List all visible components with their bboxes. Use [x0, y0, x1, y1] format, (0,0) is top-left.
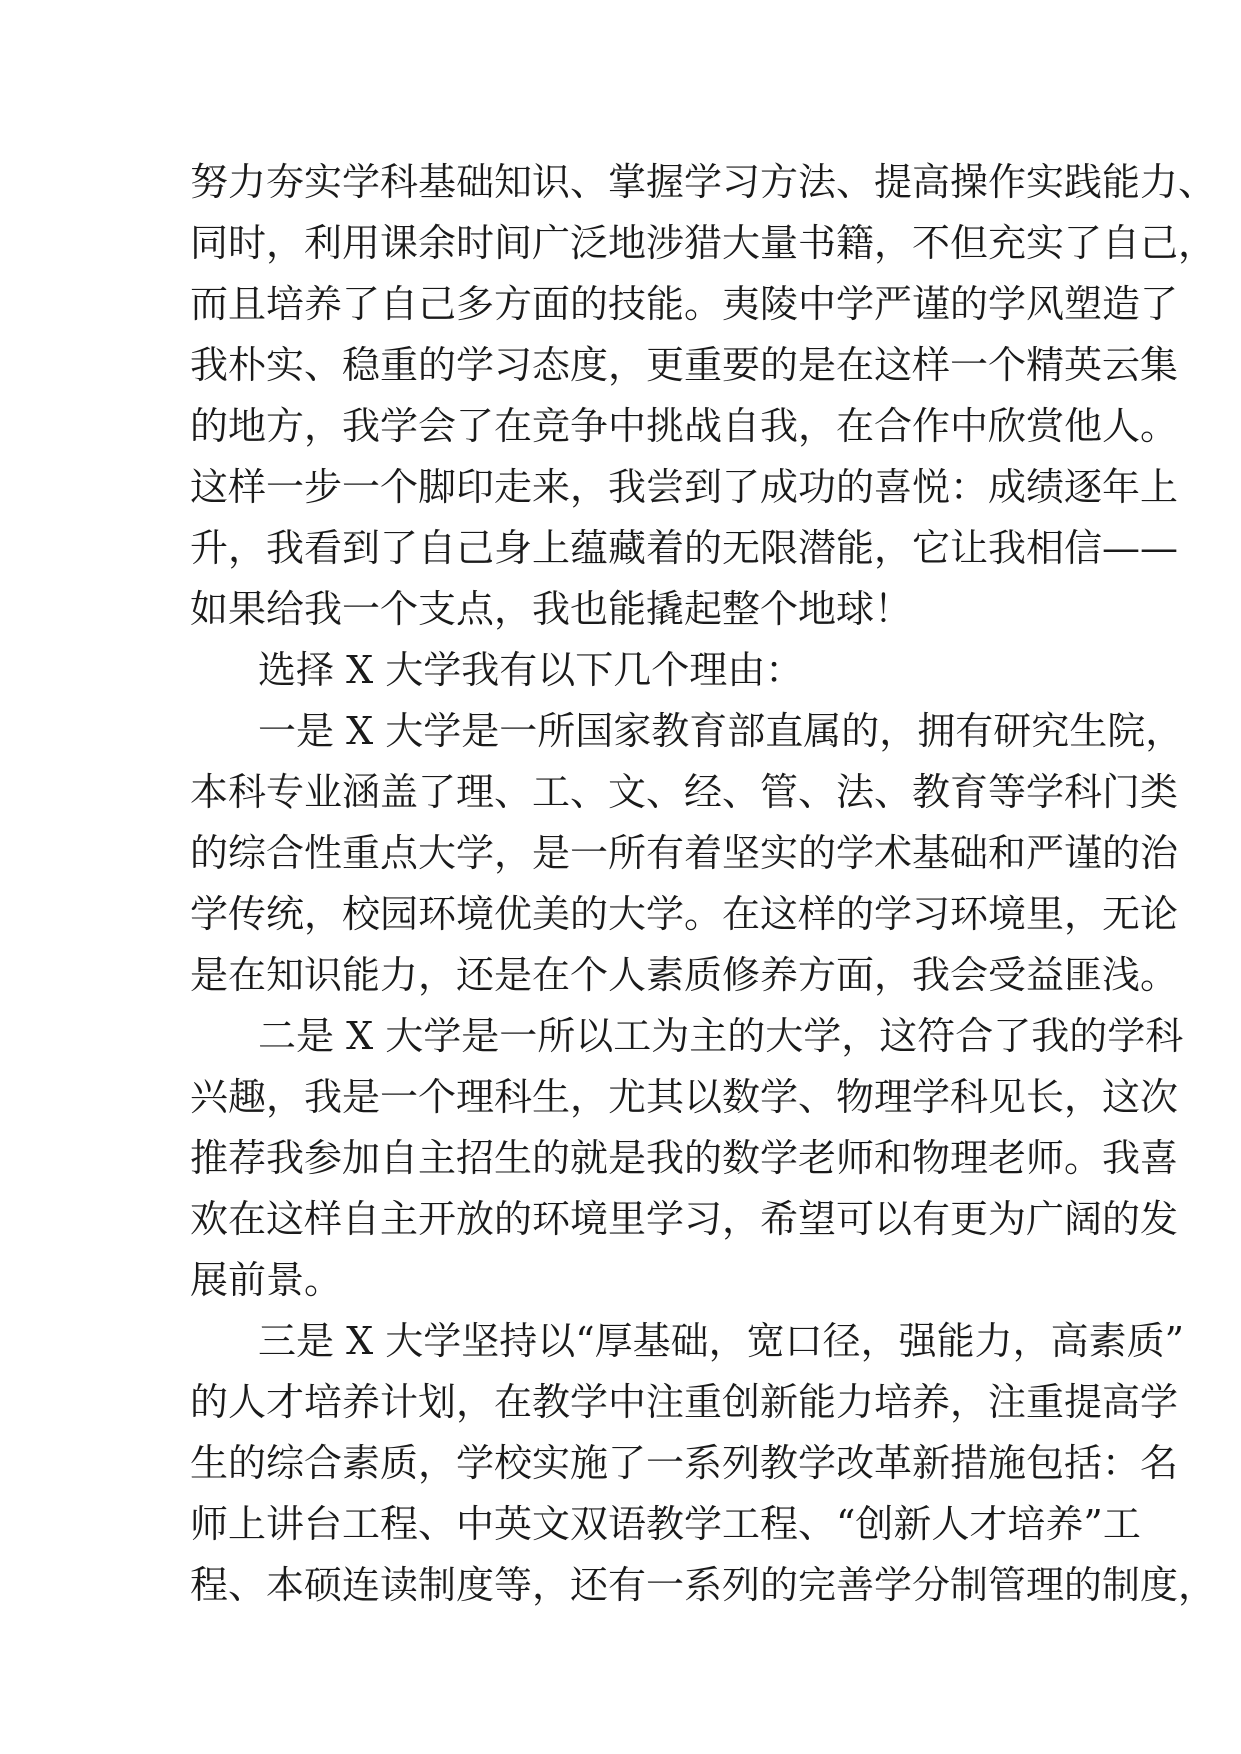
text-line: 一是 X 大学是一所国家教育部直属的，拥有研究生院， — [258, 709, 1184, 753]
text-line: 生的综合素质，学校实施了一系列教学改革新措施包括：名 — [190, 1441, 1179, 1485]
text-line: 升，我看到了自己身上蕴藏着的无限潜能，它让我相信—— — [190, 526, 1179, 570]
text-line: 的人才培养计划，在教学中注重创新能力培养，注重提高学 — [190, 1380, 1179, 1424]
text-line: 学传统，校园环境优美的大学。在这样的学习环境里，无论 — [190, 892, 1179, 936]
text-line: 程、本硕连读制度等，还有一系列的完善学分制管理的制度， — [190, 1563, 1217, 1607]
text-line: 是在知识能力，还是在个人素质修养方面，我会受益匪浅。 — [190, 953, 1179, 997]
text-line: 推荐我参加自主招生的就是我的数学老师和物理老师。我喜 — [190, 1136, 1179, 1180]
paragraph-heading: 选择 X 大学我有以下几个理由： — [258, 648, 804, 692]
text-line: 而且培养了自己多方面的技能。夷陵中学严谨的学风塑造了 — [190, 282, 1179, 326]
text-line: 展前景。 — [190, 1258, 343, 1302]
text-line: 的综合性重点大学，是一所有着坚实的学术基础和严谨的治 — [190, 831, 1179, 875]
text-line: 努力夯实学科基础知识、掌握学习方法、提高操作实践能力、 — [190, 160, 1217, 204]
text-line: 这样一步一个脚印走来，我尝到了成功的喜悦：成绩逐年上 — [190, 465, 1179, 509]
text-line: 三是 X 大学坚持以“厚基础，宽口径，强能力，高素质” — [258, 1319, 1185, 1363]
text-line: 同时，利用课余时间广泛地涉猎大量书籍，不但充实了自己， — [190, 221, 1217, 265]
text-line: 欢在这样自主开放的环境里学习，希望可以有更为广阔的发 — [190, 1197, 1179, 1241]
text-line: 兴趣，我是一个理科生，尤其以数学、物理学科见长，这次 — [190, 1075, 1179, 1119]
text-line: 如果给我一个支点，我也能撬起整个地球！ — [190, 587, 913, 631]
text-line: 本科专业涵盖了理、工、文、经、管、法、教育等学科门类 — [190, 770, 1179, 814]
text-line: 二是 X 大学是一所以工为主的大学，这符合了我的学科 — [258, 1014, 1184, 1058]
text-line: 的地方，我学会了在竞争中挑战自我，在合作中欣赏他人。 — [190, 404, 1179, 448]
text-line: 我朴实、稳重的学习态度，更重要的是在这样一个精英云集 — [190, 343, 1179, 387]
text-line: 师上讲台工程、中英文双语教学工程、“创新人才培养”工 — [190, 1502, 1141, 1546]
